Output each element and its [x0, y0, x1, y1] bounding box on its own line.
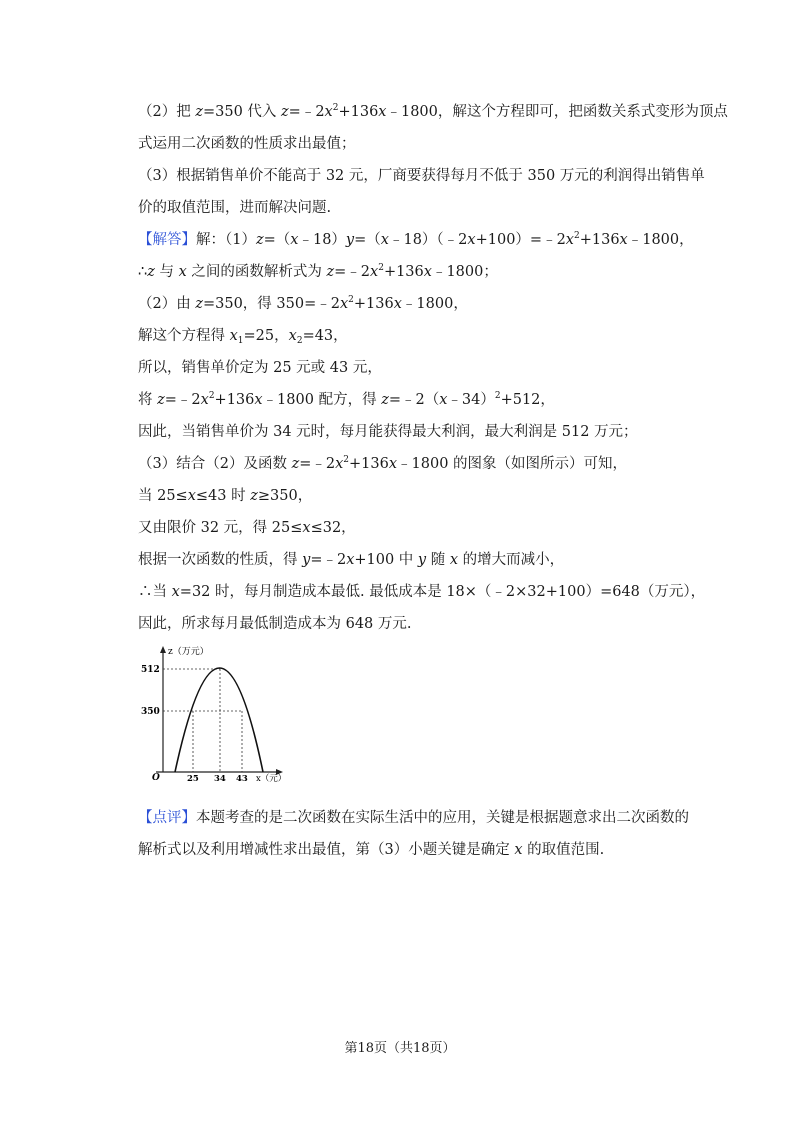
parabola-graph — [138, 642, 288, 782]
text-line: （2）由 z=350，得 $350=﹣2x^2+136x﹣1800$， — [138, 295, 468, 312]
origin-label: O — [152, 773, 160, 782]
text-line: 根据一次函数的性质，得 y=﹣2x+100 中 y 随 x 的增大而减小， — [138, 552, 565, 568]
comment-text: 本题考查的是二次函数在实际生活中的应用，关键是根据题意求出二次函数的 — [196, 810, 689, 826]
text-line: ∴当 x=32 时，每月制造成本最低. 最低成本是 18×（﹣2×32+100）=648（万元）， — [138, 584, 706, 600]
text-line: 所以，销售单价定为 25 元或 43 元， — [138, 360, 382, 376]
answer-tag: 【解答】 — [138, 232, 196, 248]
parabola-curve — [175, 668, 263, 772]
text-line: 价的取值范围，进而解决问题. — [138, 200, 332, 216]
y-axis-label: z（万元） — [168, 647, 209, 657]
text-line: 解这个方程得 $x_1=25$，$x_2=43$， — [138, 328, 348, 346]
text-line: （3）根据销售单价不能高于 32 元，厂商要获得每月不低于 350 万元的利润得出销售单 — [138, 168, 705, 184]
y-tick-350: 350 — [141, 707, 160, 717]
text-line: 式运用二次函数的性质求出最值； — [138, 136, 356, 152]
y-tick-512: 512 — [141, 665, 160, 675]
text-line: 因此，当销售单价为 34 元时，每月能获得最大利润，最大利润是 512 万元； — [138, 424, 638, 440]
answer-line: 【解答】解：$(1)z=(x﹣18)y=(x﹣18)(﹣2x+100)=﹣2x^2+136x﹣1800$， — [138, 231, 694, 248]
x-tick-43: 43 — [236, 774, 248, 782]
y-axis-arrow — [160, 646, 166, 653]
text-line: 因此，所求每月最低制造成本为 648 万元. — [138, 616, 412, 632]
x-tick-25: 25 — [187, 774, 199, 782]
text-line: 解析式以及利用增减性求出最值，第（3）小题关键是确定 x 的取值范围. — [138, 842, 605, 858]
text-line: （3）结合（2）及函数 $z=﹣2x^2+136x﹣1800$ 的图象（如图所示）可知， — [138, 455, 628, 472]
text-line: （2）把 z=350 代入 $z=﹣2x^2+136x﹣1800$，解这个方程即可，把函数关系式变形为顶点 — [138, 103, 728, 120]
text-line: 又由限价 32 元，得 25≤x≤32， — [138, 520, 356, 536]
text-line: ∴z 与 x 之间的函数解析式为 $z=﹣2x^2+136x﹣1800$； — [138, 263, 498, 280]
comment-line — [138, 808, 689, 828]
text-line: 当 25≤x≤43 时 z≥350， — [138, 488, 313, 504]
page-footer: 第18页（共18页） — [344, 1041, 456, 1056]
x-tick-34: 34 — [214, 774, 226, 782]
comment-tag: 【点评】 — [138, 810, 196, 826]
x-axis-label: x（元） — [256, 774, 287, 782]
text-line: 将 $z=﹣2x^2+136x﹣1800$ 配方，得 z=﹣2（x﹣34）$^2$+512， — [138, 391, 555, 408]
